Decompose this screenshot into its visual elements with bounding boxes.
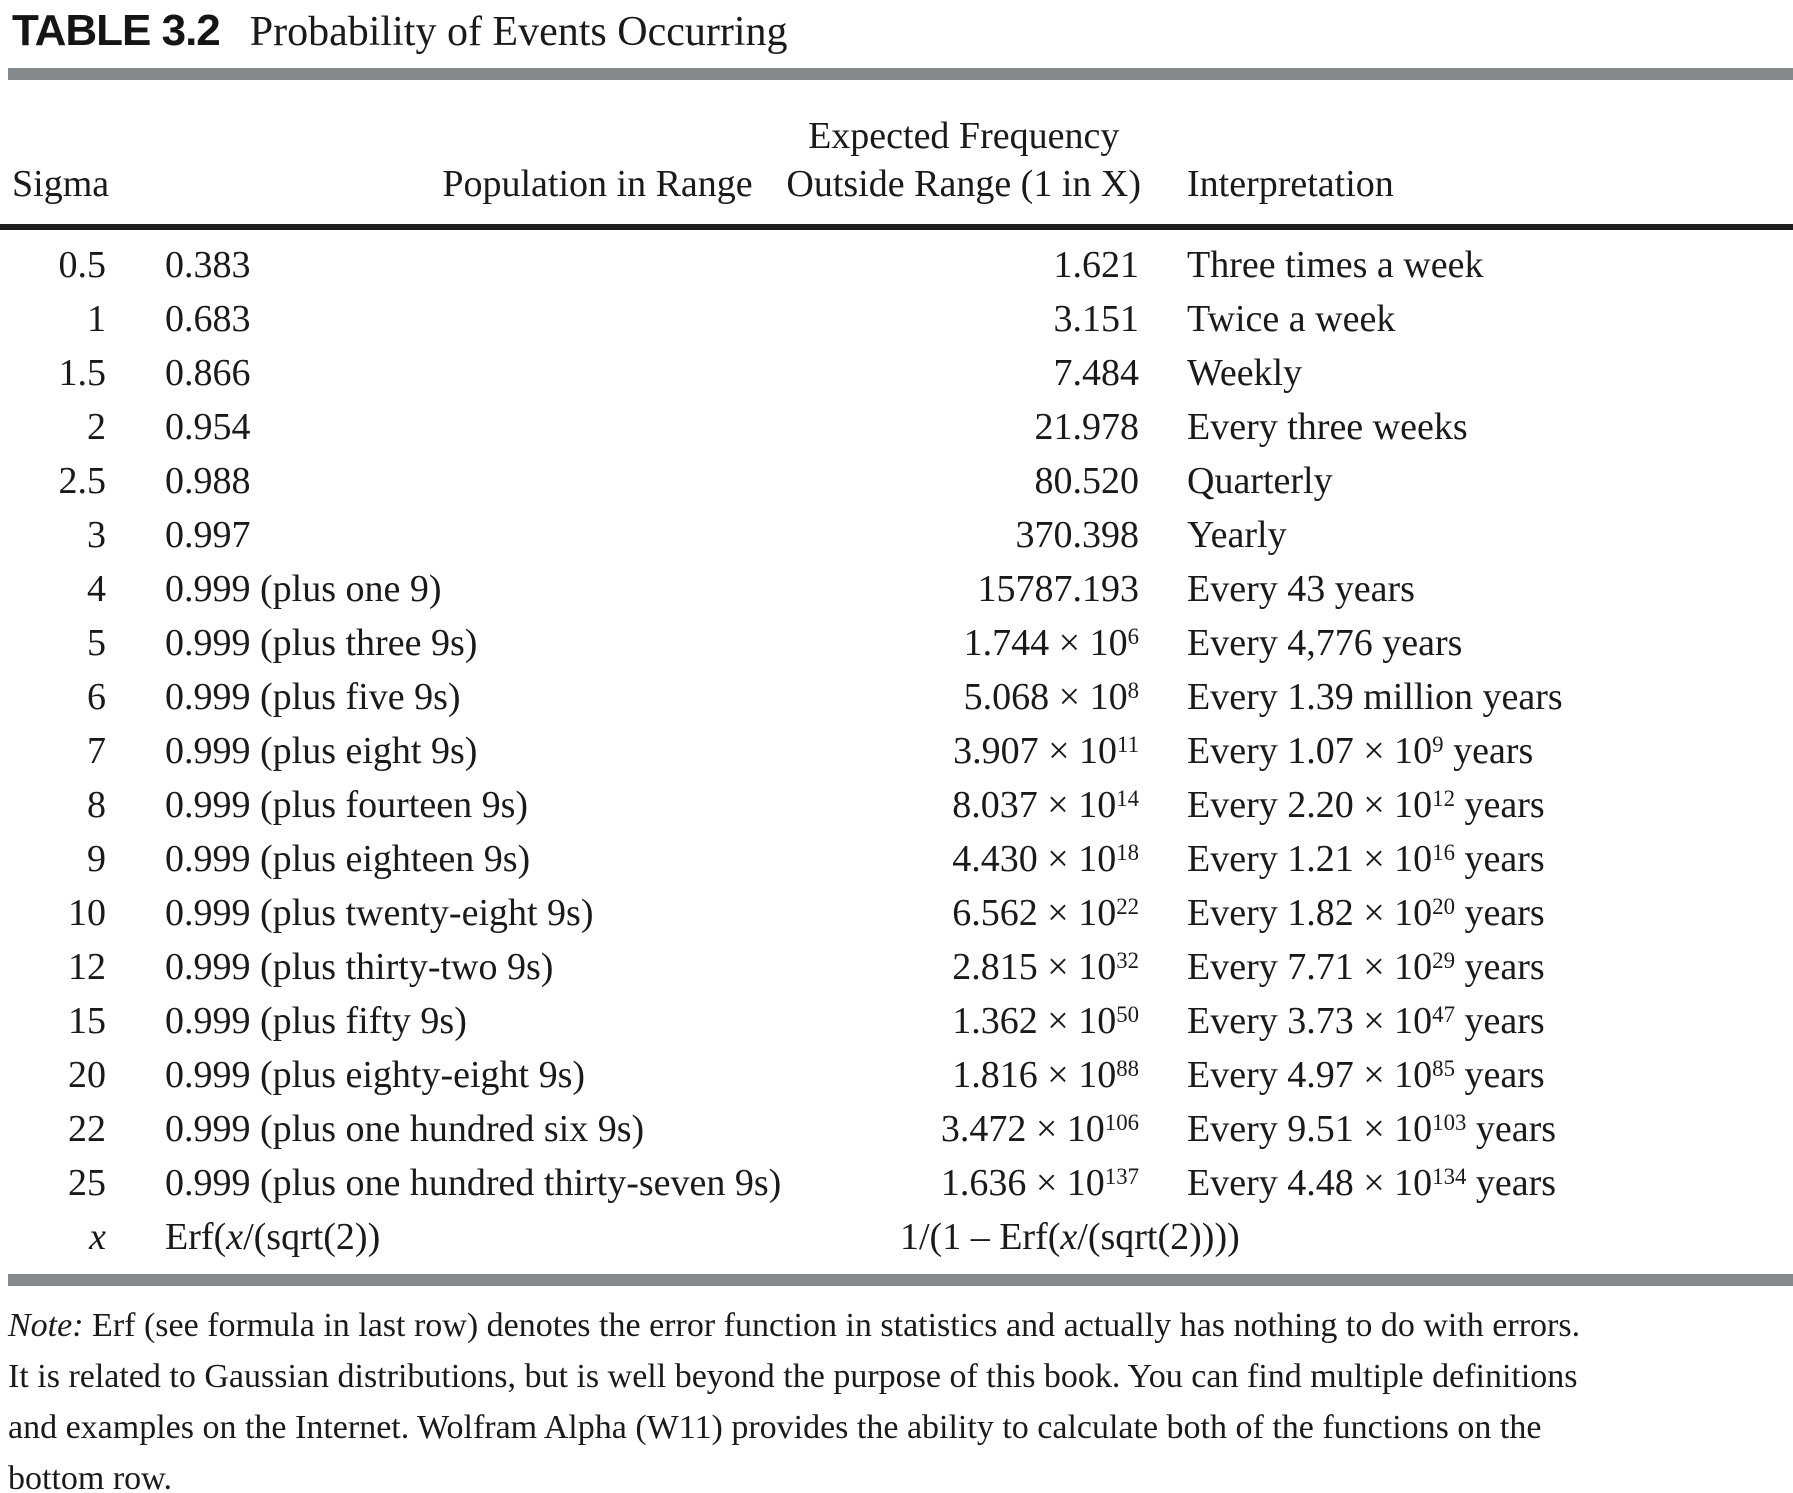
population-cell: Erf(x/(sqrt(2)) xyxy=(165,1216,381,1258)
header-frequency xyxy=(786,80,1145,227)
table-row xyxy=(0,778,1793,832)
interpretation-cell: Every $1.21 \times 10^{16}$ years xyxy=(1187,838,1545,880)
sigma-cell: 15 xyxy=(68,1000,106,1042)
interpretation-cell: Every $1.07 \times 10^9$ years xyxy=(1187,730,1534,772)
sigma-cell: 10 xyxy=(68,892,106,934)
population-cell: 0.999 (plus one 9) xyxy=(165,568,442,610)
page-title: Probability of Events Occurring xyxy=(249,9,788,55)
interpretation-cell xyxy=(1145,1210,1793,1264)
sigma-cell: 0.5 xyxy=(58,244,106,286)
table-row xyxy=(0,940,1793,994)
sigma-cell: 7 xyxy=(87,730,106,772)
table-row xyxy=(0,724,1793,778)
frequency-cell: $1.816 \times 10^{88}$ xyxy=(952,1054,1139,1096)
interpretation-cell: Weekly xyxy=(1187,352,1303,394)
population-cell: 0.999 (plus one hundred thirty-seven 9s) xyxy=(165,1162,782,1204)
sigma-cell: 1 xyxy=(87,298,106,340)
interpretation-cell: Every $3.73 \times 10^{47}$ years xyxy=(1187,1000,1545,1042)
frequency-cell: $1.744 \times 10^6$ xyxy=(963,622,1139,664)
frequency-cell: $5.068 \times 10^8$ xyxy=(963,676,1139,718)
sigma-cell: 3 xyxy=(87,514,106,556)
population-cell: 0.683 xyxy=(165,298,251,340)
header-population: Population in Range xyxy=(120,80,900,227)
sigma-cell: 6 xyxy=(87,676,106,718)
population-cell: 0.999 (plus eighteen 9s) xyxy=(165,838,531,880)
population-cell: 0.997 xyxy=(165,514,251,556)
interpretation-cell: Three times a week xyxy=(1187,244,1484,286)
frequency-cell: 21.978 xyxy=(1034,406,1139,448)
population-cell: 0.866 xyxy=(165,352,251,394)
sigma-cell: 9 xyxy=(87,838,106,880)
interpretation-cell: Every three weeks xyxy=(1187,406,1468,448)
population-cell: 0.383 xyxy=(165,244,251,286)
table-row xyxy=(0,1102,1793,1156)
table-row xyxy=(0,1210,1793,1264)
sigma-cell: 8 xyxy=(87,784,106,826)
population-cell: 0.988 xyxy=(165,460,251,502)
table-row xyxy=(0,292,1793,346)
frequency-cell: 1.621 xyxy=(1053,244,1139,286)
frequency-cell: $8.037 \times 10^{14}$ xyxy=(952,784,1139,826)
frequency-cell: $6.562 \times 10^{22}$ xyxy=(952,892,1139,934)
population-cell: 0.999 (plus fourteen 9s) xyxy=(165,784,529,826)
interpretation-cell: Every 43 years xyxy=(1187,568,1415,610)
sigma-cell: 12 xyxy=(68,946,106,988)
population-cell: 0.999 (plus fifty 9s) xyxy=(165,1000,467,1042)
table-row xyxy=(0,1048,1793,1102)
frequency-cell: $1.636 \times 10^{137}$ xyxy=(940,1162,1139,1204)
header-row xyxy=(0,80,1793,227)
table-row xyxy=(0,454,1793,508)
interpretation-cell: Twice a week xyxy=(1187,298,1396,340)
interpretation-cell: Every 1.39 million years xyxy=(1187,676,1563,718)
interpretation-cell: Every $9.51 \times 10^{103}$ years xyxy=(1187,1108,1557,1150)
table-row xyxy=(0,886,1793,940)
header-frequency-line2: Outside Range (1 in X) xyxy=(786,163,1141,205)
frequency-cell: $3.472 \times 10^{106}$ xyxy=(940,1108,1139,1150)
population-cell: 0.999 (plus eight 9s) xyxy=(165,730,478,772)
interpretation-cell: Every $4.48 \times 10^{134}$ years xyxy=(1187,1162,1557,1204)
table-note: Note: Erf (see formula in last row) denotes the error function in statistics and actually has nothing to do with errors. It is related to Gaussian distributions, but is well beyond the purpose of this book. You can find multiple definitions and examples on the Internet. Wolfram Alpha (W11) provides the ability to calculate both of the functions on the bottom row. xyxy=(8,1307,1581,1493)
population-cell: 0.999 (plus eighty-eight 9s) xyxy=(165,1054,586,1096)
table-body xyxy=(0,227,1793,1264)
bottom-rule-divider xyxy=(8,1274,1793,1286)
table-row xyxy=(0,346,1793,400)
top-rule-divider xyxy=(8,68,1793,80)
interpretation-cell: Every $7.71 \times 10^{29}$ years xyxy=(1187,946,1545,988)
table-row xyxy=(0,562,1793,616)
sigma-cell: 2.5 xyxy=(58,460,106,502)
header-frequency-lines xyxy=(786,112,1141,208)
interpretation-cell: Quarterly xyxy=(1187,460,1333,502)
frequency-cell: $2.815 \times 10^{32}$ xyxy=(952,946,1139,988)
frequency-cell: 15787.193 xyxy=(977,568,1139,610)
interpretation-cell: Every $4.97 \times 10^{85}$ years xyxy=(1187,1054,1545,1096)
interpretation-cell: Every 4,776 years xyxy=(1187,622,1463,664)
table-header xyxy=(0,80,1793,227)
header-sigma: Sigma xyxy=(0,80,120,227)
frequency-cell: 1/(1 – Erf(x/(sqrt(2)))) xyxy=(900,1216,1240,1258)
frequency-cell: 3.151 xyxy=(1053,298,1139,340)
population-cell: 0.999 (plus twenty-eight 9s) xyxy=(165,892,594,934)
frequency-cell: $3.907 \times 10^{11}$ xyxy=(953,730,1139,772)
frequency-cell: 7.484 xyxy=(1053,352,1139,394)
frequency-cell: 370.398 xyxy=(1015,514,1139,556)
table-caption xyxy=(0,6,1793,56)
table-row xyxy=(0,508,1793,562)
sigma-cell: 4 xyxy=(87,568,106,610)
probability-table xyxy=(0,80,1793,1264)
frequency-cell: $4.430 \times 10^{18}$ xyxy=(952,838,1139,880)
frequency-cell: $1.362 \times 10^{50}$ xyxy=(952,1000,1139,1042)
header-frequency-line1: Expected Frequency xyxy=(808,115,1120,157)
table-row xyxy=(0,1156,1793,1210)
table-number: TABLE 3.2 xyxy=(12,6,220,55)
sigma-cell: 20 xyxy=(68,1054,106,1096)
population-cell: 0.999 (plus three 9s) xyxy=(165,622,478,664)
table-row xyxy=(0,227,1793,292)
header-interpretation: Interpretation xyxy=(1145,80,1793,227)
population-cell: 0.999 (plus thirty-two 9s) xyxy=(165,946,554,988)
table-row xyxy=(0,400,1793,454)
population-cell: 0.999 (plus one hundred six 9s) xyxy=(165,1108,645,1150)
sigma-cell: 22 xyxy=(68,1108,106,1150)
sigma-cell: 2 xyxy=(87,406,106,448)
sigma-cell: 1.5 xyxy=(58,352,106,394)
population-cell: 0.954 xyxy=(165,406,251,448)
population-cell: 0.999 (plus five 9s) xyxy=(165,676,461,718)
sigma-cell: x xyxy=(89,1216,106,1258)
frequency-cell: 80.520 xyxy=(1034,460,1139,502)
interpretation-cell: Every $1.82 \times 10^{20}$ years xyxy=(1187,892,1545,934)
table-row xyxy=(0,616,1793,670)
table-row xyxy=(0,670,1793,724)
sigma-cell: 25 xyxy=(68,1162,106,1204)
sigma-cell: 5 xyxy=(87,622,106,664)
table-row xyxy=(0,994,1793,1048)
interpretation-cell: Every $2.20 \times 10^{12}$ years xyxy=(1187,784,1545,826)
interpretation-cell: Yearly xyxy=(1187,514,1287,556)
table-row xyxy=(0,832,1793,886)
